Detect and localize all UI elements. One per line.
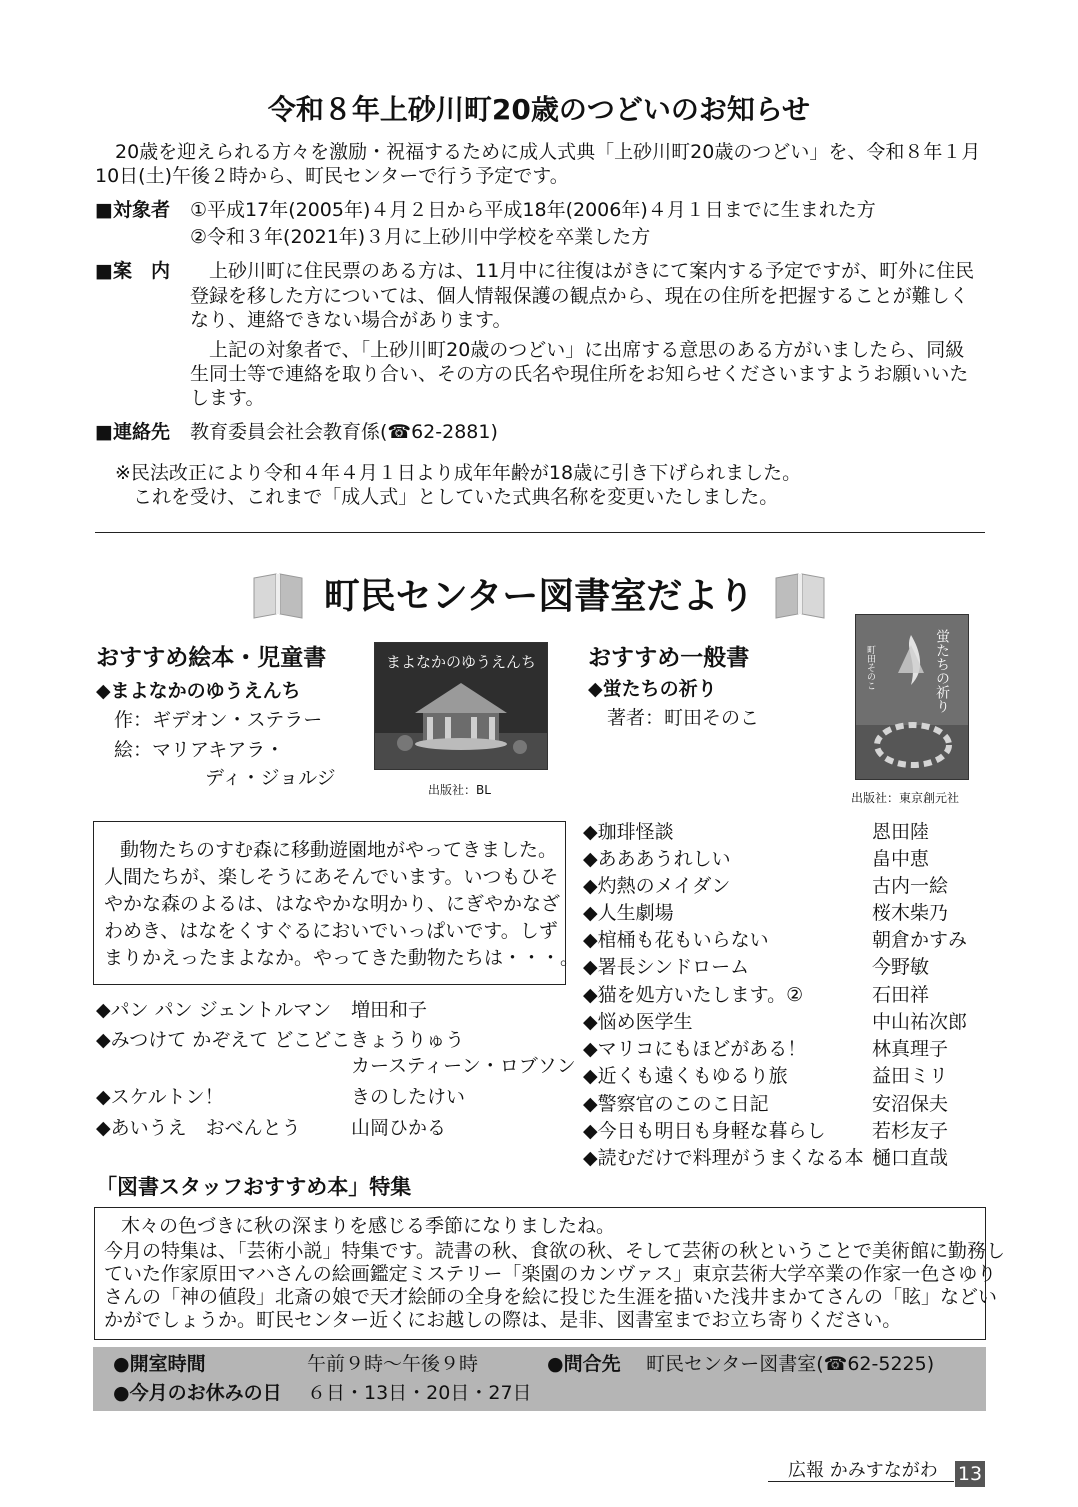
closed-value: ６日・13日・20日・27日 bbox=[307, 1382, 532, 1404]
kids-feature-illustrator: 絵：マリアキアラ・ bbox=[114, 739, 285, 761]
kids-list-author: カースティーン・ロブソン bbox=[351, 1055, 576, 1077]
staff-line-5: かがでしょうか。町民センター近くにお越しの際は、是非、図書室までお立ち寄りください。 bbox=[104, 1309, 902, 1331]
target-line-1: ①平成17年(2005年)４月２日から平成18年(2006年)４月１日までに生まれた方 bbox=[190, 199, 876, 221]
general-publisher: 出版社：東京創元社 bbox=[851, 791, 960, 805]
notice-intro-line-1: 20歳を迎えられる方々を激励・祝福するために成人式典「上砂川町20歳のつどい」を、令和８年１月 bbox=[115, 141, 981, 163]
guide-line-1: 上砂川町に住民票のある方は、11月中に往復はがきにて案内する予定ですが、町外に住民 bbox=[209, 260, 975, 282]
guide-label: ■案 内 bbox=[95, 260, 170, 282]
kids-cover-title: まよなかのゆうえんち bbox=[385, 653, 537, 671]
kids-list-title: ◆スケルトン！ bbox=[96, 1086, 224, 1108]
kids-summary-line-1: 動物たちのすむ森に移動遊園地がやってきました。 bbox=[120, 839, 558, 861]
guide-line-4: 上記の対象者で、「上砂川町20歳のつどい」に出席する意思のある方がいましたら、同級 bbox=[209, 339, 965, 361]
note-line-1: ※民法改正により令和４年４月１日より成年年齢が18歳に引き下げられました。 bbox=[115, 462, 802, 484]
section-divider bbox=[95, 532, 985, 533]
kids-summary-line-3: やかな森のよるは、はなやかな明かり、にぎやかなざ bbox=[104, 893, 561, 915]
general-list-title: ◆今日も明日も身軽な暮らし bbox=[583, 1120, 826, 1142]
general-list-author: 桜木柴乃 bbox=[872, 902, 949, 924]
staff-line-1: 木々の色づきに秋の深まりを感じる季節になりましたね。 bbox=[121, 1215, 616, 1237]
general-list-author: 益田ミリ bbox=[872, 1065, 949, 1087]
kids-feature-illustrator-2: ディ・ジョルジ bbox=[205, 767, 336, 789]
closed-label: ●今月のお休みの日 bbox=[113, 1382, 282, 1404]
kids-publisher: 出版社：BL bbox=[428, 783, 491, 797]
general-list-author: 安沼保夫 bbox=[872, 1093, 949, 1115]
open-book-icon bbox=[774, 568, 826, 620]
general-feature-title: ◆蛍たちの祈り bbox=[588, 678, 717, 700]
general-list-title: ◆棺桶も花もいらない bbox=[583, 929, 769, 951]
general-book-cover bbox=[855, 614, 969, 780]
guide-line-2: 登録を移した方については、個人情報保護の観点から、現在の住所を把握することが難しく bbox=[190, 285, 969, 307]
kids-summary-line-2: 人間たちが、楽しそうにあそんでいます。いつもひそ bbox=[104, 866, 559, 888]
library-banner-title: 町民センター図書室だより bbox=[323, 576, 755, 617]
target-label: ■対象者 bbox=[95, 199, 170, 221]
general-list-author: 樋口直哉 bbox=[872, 1147, 949, 1169]
general-list-title: ◆あああうれしい bbox=[583, 848, 731, 870]
kids-list-author: きのしたけい bbox=[351, 1086, 466, 1108]
staff-line-4: さんの「神の値段」北斎の娘で天才絵師の全身を絵に投じた生涯を描いた浅井まかてさんの「眩」などい bbox=[104, 1286, 998, 1308]
general-list-title: ◆読むだけで料理がうまくなる本 bbox=[583, 1147, 864, 1169]
kids-list-author: 増田和子 bbox=[351, 999, 428, 1021]
general-cover-title: 蛍たちの祈り bbox=[934, 629, 950, 713]
guide-line-6: します。 bbox=[190, 387, 265, 409]
general-list-author: 林真理子 bbox=[872, 1038, 949, 1060]
general-list-title: ◆署長シンドローム bbox=[583, 956, 750, 978]
general-list-author: 畠中恵 bbox=[872, 848, 930, 870]
kids-book-cover bbox=[374, 642, 548, 770]
general-list-title: ◆マリコにもほどがある！ bbox=[583, 1038, 807, 1060]
general-list-title: ◆猫を処方いたします。② bbox=[583, 984, 804, 1006]
guide-line-3: なり、連絡できない場合があります。 bbox=[190, 309, 512, 331]
hours-label: ●開室時間 bbox=[113, 1353, 206, 1375]
general-list-author: 石田祥 bbox=[872, 984, 930, 1006]
kids-feature-title: ◆まよなかのゆうえんち bbox=[96, 680, 301, 702]
kids-list-title: ◆あいうえ おべんとう bbox=[96, 1117, 301, 1139]
kids-list-author: 山岡ひかる bbox=[351, 1117, 447, 1139]
general-list-title: ◆警察官のこのこ日記 bbox=[583, 1093, 769, 1115]
staff-line-3: ていた作家原田マハさんの絵画鑑定ミステリー「楽園のカンヴァス」東京芸術大学卒業の作家一色さゆり bbox=[104, 1263, 997, 1285]
general-list-author: 恩田陸 bbox=[872, 821, 930, 843]
general-heading: おすすめ一般書 bbox=[588, 645, 750, 671]
inquiry-value: 町民センター図書室(☎62-5225) bbox=[646, 1353, 935, 1375]
footer-underline bbox=[768, 1481, 954, 1482]
general-list-author: 中山祐次郎 bbox=[872, 1011, 968, 1033]
general-list-title: ◆灼熱のメイダン bbox=[583, 875, 731, 897]
contact-text: 教育委員会社会教育係(☎62-2881) bbox=[190, 421, 498, 443]
general-list-author: 朝倉かすみ bbox=[872, 929, 968, 951]
kids-heading: おすすめ絵本・児童書 bbox=[96, 645, 327, 671]
kids-list-title: ◆パン パン ジェントルマン bbox=[96, 999, 332, 1021]
inquiry-label: ●問合先 bbox=[547, 1353, 621, 1375]
publication-name: 広報 かみすながわ bbox=[788, 1460, 938, 1481]
target-line-2: ②令和３年(2021年)３月に上砂川中学校を卒業した方 bbox=[190, 226, 651, 248]
general-cover-author: 町田そのこ bbox=[865, 645, 875, 690]
general-list-author: 若杉友子 bbox=[872, 1120, 949, 1142]
guide-line-5: 生同士等で連絡を取り合い、その方の氏名や現住所をお知らせくださいますようお願いいた bbox=[190, 363, 969, 385]
page-number: 13 bbox=[955, 1461, 985, 1487]
kids-list-title: ◆みつけて かぞえて どこどこきょうりゅう bbox=[96, 1029, 465, 1051]
general-list-title: ◆珈琲怪談 bbox=[583, 821, 674, 843]
notice-intro-line-2: 10日(土)午後２時から、町民センターで行う予定です。 bbox=[95, 165, 569, 187]
general-list-title: ◆悩め医学生 bbox=[583, 1011, 693, 1033]
kids-summary-line-5: まりかえったまよなか。やってきた動物たちは・・・。 bbox=[104, 947, 580, 969]
general-list-author: 今野敏 bbox=[872, 956, 930, 978]
staff-heading: 「図書スタッフおすすめ本」特集 bbox=[96, 1175, 412, 1199]
note-line-2: これを受け、これまで「成人式」としていた式典名称を変更いたしました。 bbox=[133, 486, 779, 508]
hours-value: 午前９時～午後９時 bbox=[307, 1353, 479, 1375]
general-feature-author: 著者：町田そのこ bbox=[607, 707, 760, 729]
contact-label: ■連絡先 bbox=[95, 421, 170, 443]
kids-feature-author: 作：ギデオン・ステラー bbox=[114, 709, 323, 731]
staff-line-2: 今月の特集は、「芸術小説」特集です。読書の秋、食欲の秋、そして芸術の秋ということで美術館に勤務し bbox=[104, 1240, 1005, 1262]
kids-summary-line-4: わめき、はなをくすぐるにおいでいっぱいです。しず bbox=[104, 920, 558, 942]
general-list-author: 古内一絵 bbox=[872, 875, 949, 897]
general-list-title: ◆人生劇場 bbox=[583, 902, 674, 924]
notice-title: 令和８年上砂川町20歳のつどいのお知らせ bbox=[267, 93, 811, 126]
general-list-title: ◆近くも遠くもゆるり旅 bbox=[583, 1065, 788, 1087]
